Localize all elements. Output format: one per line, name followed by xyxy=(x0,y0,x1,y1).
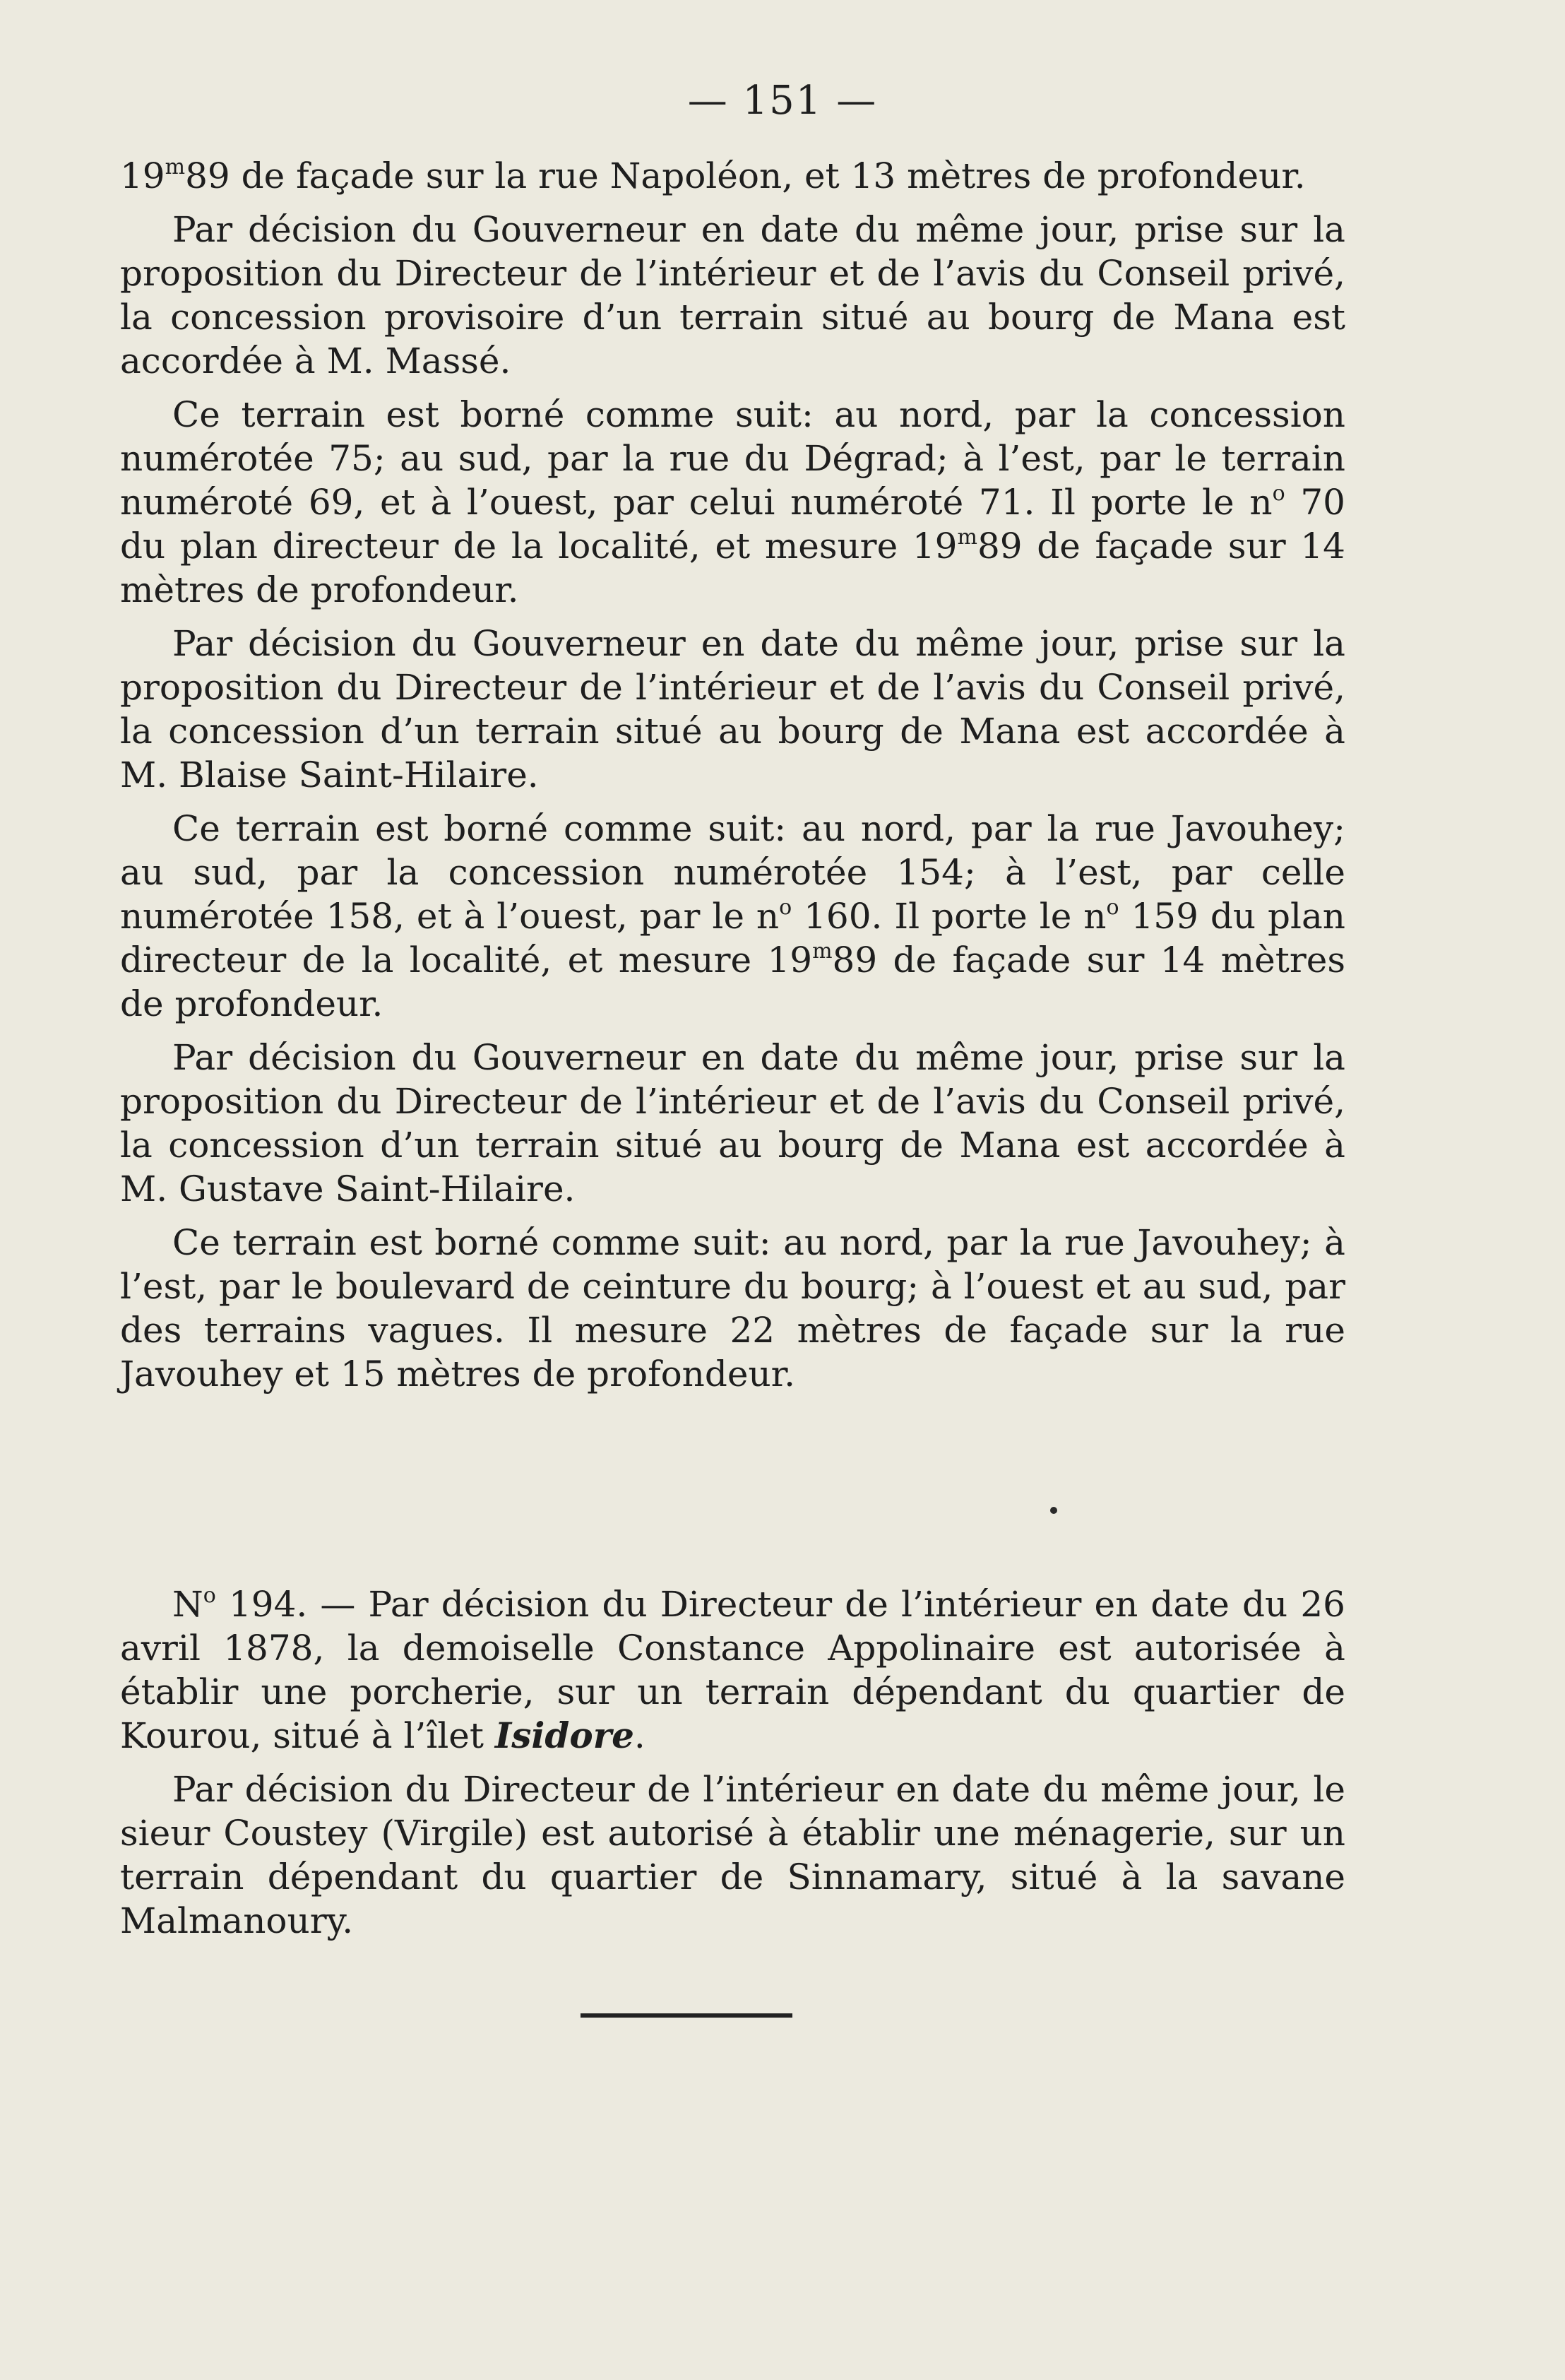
paragraph-9: Par décision du Directeur de l’intérieur en date du même jour, le sieur Coustey (Virgile) est autorisé à établir une ménagerie, sur un terrain dépendant du quartier de Sinnamary, situé à la savane Malmanoury. xyxy=(120,1769,1345,1941)
paragraph-4: Par décision du Gouverneur en date du même jour, prise sur la proposition du Directeur de l’intérieur et de l’avis du Conseil privé, la concession d’un terrain situé au bourg de Mana est accordée à M. Blaise Saint-Hilaire. xyxy=(120,623,1345,795)
paragraph-1 xyxy=(120,154,1345,198)
p3-pre: Ce terrain est borné comme suit: au nord, par la concession numérotée 75; au sud, par la rue du Dégrad; à l’est, par le terrain numéroté 69, et à l’ouest, par celui numéroté 71. Il porte le xyxy=(120,394,1345,523)
p3-sup: m xyxy=(957,525,977,550)
paragraph-2: Par décision du Gouverneur en date du même jour, prise sur la proposition du Directeur de l’intérieur et de l’avis du Conseil privé, la concession provisoire d’un terrain situé au bourg de Mana est accordée à M. Massé. xyxy=(120,209,1345,381)
p5-mid2: 159 du plan directeur de la localité, et mesure 19 xyxy=(120,896,1345,981)
p3-post: 89 de façade sur 14 mètres de profondeur. xyxy=(120,526,1345,610)
p8-pre: N xyxy=(172,1584,203,1625)
paragraph-3: Ce terrain est borné comme suit: au nord, par la concession numérotée 75; au sud, par la rue du Dégrad; à l’est, par le terrain numéroté 69, et à l’ouest, par celui numéroté 71. Il porte le $n^o$ 70 du plan directeur de la localité, et mesure 19$^m$89 de façade sur 14 mètres de profondeur. xyxy=(120,394,1345,610)
p5-mid1: 160. Il porte le n xyxy=(792,896,1107,937)
p5-post: 89 de façade sur 14 mètres de profondeur. xyxy=(120,940,1345,1024)
p1-post: 89 de façade sur la rue Napoléon, et 13 mètres de profondeur. xyxy=(185,155,1306,196)
p5-pre: Ce terrain est borné comme suit: au nord, par la rue Javouhey; au sud, par la concession numérotée 154; à l’est, par celle numérotée 158, et à l’ouest, par le n xyxy=(120,808,1345,937)
p8-italic: Isidore xyxy=(494,1715,634,1756)
p8-post: . xyxy=(633,1715,645,1756)
paragraph-8 xyxy=(120,1582,1345,1758)
separator-dot xyxy=(1050,1507,1057,1514)
p5-sup: m xyxy=(812,939,833,964)
text-block-upper xyxy=(120,154,1345,1406)
p5-no2: o xyxy=(1106,895,1119,920)
text-block-lower xyxy=(120,1582,1345,1953)
page-number: — 151 — xyxy=(687,78,878,124)
p1-pre: 19 xyxy=(120,155,165,196)
paragraph-5 xyxy=(120,807,1345,1026)
p3-no: o xyxy=(1272,481,1285,506)
p8-no: o xyxy=(203,1583,216,1608)
paragraph-6: Par décision du Gouverneur en date du même jour, prise sur la proposition du Directeur de l’intérieur et de l’avis du Conseil privé, la concession d’un terrain situé au bourg de Mana est accordée à M. Gustave Saint-Hilaire. xyxy=(120,1037,1345,1209)
p3-mid: 70 du plan directeur de la localité, et mesure 19 xyxy=(120,482,1345,567)
p1-sup: m xyxy=(165,155,186,179)
p8-mid: 194. — Par décision du Directeur de l’intérieur en date du 26 avril 1878, la demoiselle Constance Appolinaire est autorisée à établir une porcherie, sur un terrain dépendant du quartier de Kourou, situé à l’îlet xyxy=(120,1584,1345,1756)
closing-rule xyxy=(581,2013,792,2018)
p5-no1: o xyxy=(779,895,792,920)
paragraph-7: Ce terrain est borné comme suit: au nord, par la rue Javouhey; à l’est, par le boulevard de ceinture du bourg; à l’ouest et au sud, par des terrains vagues. Il mesure 22 mètres de façade sur la rue Javouhey et 15 mètres de profondeur. xyxy=(120,1222,1345,1395)
